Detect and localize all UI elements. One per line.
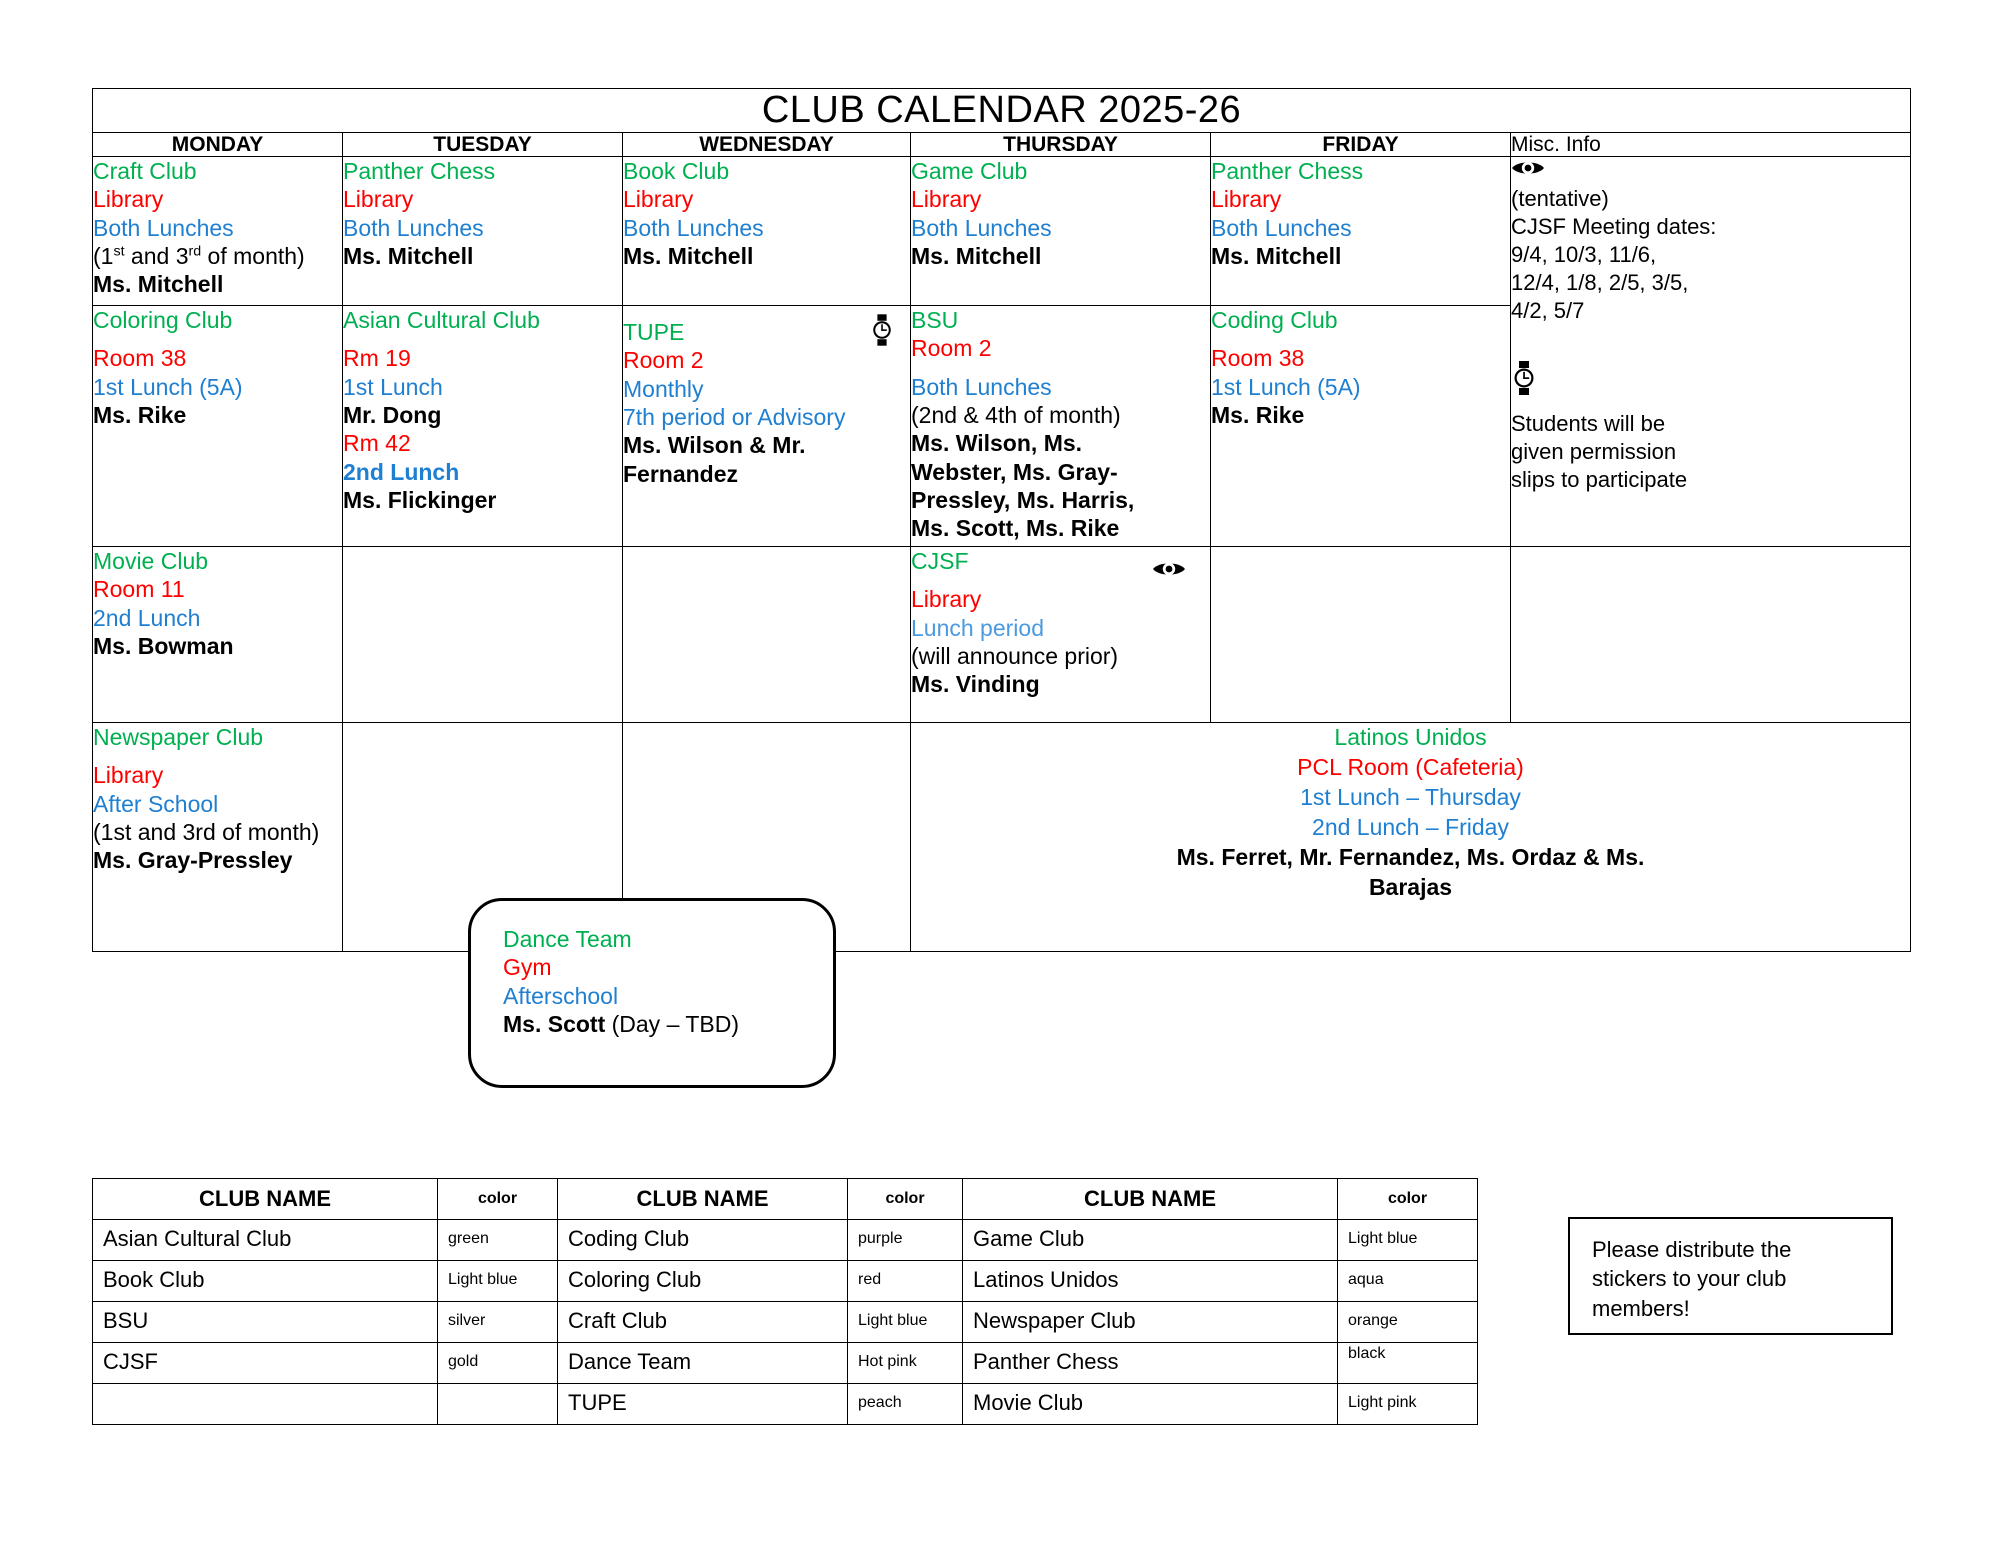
club-name: Panther Chess (343, 158, 496, 185)
club-location: Library (343, 186, 414, 213)
misc-tentative-label: (tentative) (1511, 186, 1609, 212)
club-time-2: 2nd Lunch (343, 458, 460, 485)
legend-club-name: Dance Team (558, 1343, 848, 1384)
legend-club-name: Craft Club (558, 1302, 848, 1343)
club-advisor-line-1: Ms. Ferret, Mr. Fernandez, Ms. Ordaz & Ms. (1176, 843, 1645, 870)
legend-club-color: Light blue (848, 1302, 963, 1343)
cell-thursday-bsu (911, 306, 1211, 547)
club-advisor: Ms. Mitchell (623, 242, 754, 269)
club-name: CJSF (911, 548, 969, 575)
cell-monday-craft-club (93, 157, 343, 306)
legend-club-name: TUPE (558, 1384, 848, 1425)
legend-row (93, 1261, 1478, 1302)
legend-club-color: silver (438, 1302, 558, 1343)
cell-friday-coding-club (1211, 306, 1511, 547)
cell-tuesday-panther-chess (343, 157, 623, 306)
club-time: Afterschool (503, 982, 619, 1009)
club-advisor-line-2: Fernandez (623, 460, 739, 487)
legend-club-color: red (848, 1261, 963, 1302)
dance-team-callout (468, 898, 836, 1088)
page-title: CLUB CALENDAR 2025-26 (93, 89, 1911, 133)
cell-wednesday-empty-row3 (623, 547, 911, 723)
misc-cjsf-dates-line-3: 4/2, 5/7 (1511, 297, 1585, 323)
club-advisor: Mr. Dong (343, 401, 442, 428)
club-note: (2nd & 4th of month) (911, 401, 1121, 428)
legend-club-color: orange (1338, 1302, 1478, 1343)
club-time: Both Lunches (623, 214, 764, 241)
watch-icon (870, 314, 894, 352)
club-advisor: Ms. Gray-Pressley (93, 847, 293, 874)
legend-header-club-name-2: CLUB NAME (558, 1179, 848, 1220)
legend-club-name: Latinos Unidos (963, 1261, 1338, 1302)
club-location: Room 2 (911, 335, 992, 362)
legend-header-color-2: color (848, 1179, 963, 1220)
legend-club-color: aqua (1338, 1261, 1478, 1302)
club-location: Library (911, 186, 982, 213)
cell-thursday-cjsf (911, 547, 1211, 723)
club-advisor: Ms. Scott (503, 1010, 606, 1037)
misc-spacer (1511, 325, 1910, 361)
legend-club-color: gold (438, 1343, 558, 1384)
club-time: Lunch period (911, 614, 1044, 641)
club-advisor-note: (Day – TBD) (605, 1010, 740, 1037)
club-name: Game Club (911, 158, 1028, 185)
cell-misc-info (1511, 157, 1911, 547)
cell-monday-coloring-club (93, 306, 343, 547)
legend-header-club-name-1: CLUB NAME (93, 1179, 438, 1220)
club-advisor: Ms. Mitchell (93, 271, 224, 298)
club-name: Panther Chess (1211, 158, 1364, 185)
cell-friday-empty-row3 (1211, 547, 1511, 723)
club-location: Room 2 (623, 347, 704, 374)
eye-icon (1511, 157, 1910, 185)
legend-header-color-3: color (1338, 1179, 1478, 1220)
club-location: Library (93, 186, 164, 213)
misc-cjsf-label: CJSF Meeting dates: (1511, 213, 1717, 239)
calendar-table (92, 88, 1911, 952)
club-advisor-line-2: Barajas (1368, 873, 1453, 900)
club-time: 2nd Lunch (93, 604, 201, 631)
club-location: Library (911, 586, 982, 613)
club-name: TUPE (623, 319, 685, 346)
club-advisor: Ms. Vinding (911, 671, 1040, 698)
club-name: Latinos Unidos (1334, 724, 1487, 751)
club-note: (1st and 3rd of month) (93, 818, 320, 845)
club-advisor: Ms. Rike (1211, 401, 1305, 428)
club-location: Room 11 (93, 576, 185, 603)
club-note: (1st and 3rd of month) (93, 242, 305, 269)
club-name: Movie Club (93, 548, 209, 575)
legend-club-name: Coding Club (558, 1220, 848, 1261)
legend-row (93, 1220, 1478, 1261)
club-name: Craft Club (93, 158, 197, 185)
calendar-header-row (93, 133, 1911, 157)
club-time: Both Lunches (911, 214, 1052, 241)
cell-friday-panther-chess (1211, 157, 1511, 306)
legend-row (93, 1384, 1478, 1425)
club-location: PCL Room (Cafeteria) (1297, 753, 1524, 780)
cell-misc-empty-row3 (1511, 547, 1911, 723)
club-name: Coding Club (1211, 307, 1338, 334)
misc-permission-line-1: Students will be (1511, 410, 1666, 436)
watch-icon (1511, 361, 1910, 402)
club-name: Book Club (623, 158, 730, 185)
club-location: Library (93, 762, 164, 789)
club-advisor: Ms. Mitchell (911, 242, 1042, 269)
club-advisor: Ms. Mitchell (343, 242, 474, 269)
cell-monday-newspaper-club (93, 723, 343, 952)
legend-row (93, 1302, 1478, 1343)
column-header-tuesday: TUESDAY (343, 133, 623, 157)
cell-thursday-game-club (911, 157, 1211, 306)
misc-spacer-2 (1511, 402, 1910, 410)
club-advisor-line-1: Ms. Wilson, Ms. (911, 430, 1083, 457)
calendar-title-row (93, 89, 1911, 133)
cell-monday-movie-club (93, 547, 343, 723)
cell-wednesday-book-club (623, 157, 911, 306)
legend-club-color: peach (848, 1384, 963, 1425)
club-advisor-2: Ms. Flickinger (343, 486, 497, 513)
misc-cjsf-dates-line-1: 9/4, 10/3, 11/6, (1511, 241, 1657, 267)
club-name: Asian Cultural Club (343, 307, 540, 334)
club-name: Dance Team (503, 926, 632, 952)
legend-club-name: Book Club (93, 1261, 438, 1302)
club-advisor-line (503, 1010, 833, 1038)
club-advisor: Ms. Rike (93, 401, 187, 428)
calendar-row-1 (93, 157, 1911, 306)
club-time: 1st Lunch (343, 373, 443, 400)
club-time: Both Lunches (343, 214, 484, 241)
legend-club-name: Coloring Club (558, 1261, 848, 1302)
legend-club-name: CJSF (93, 1343, 438, 1384)
column-header-thursday: THURSDAY (911, 133, 1211, 157)
club-time: Monthly (623, 375, 704, 402)
club-time-2: 2nd Lunch – Friday (1312, 813, 1509, 840)
legend-club-name (93, 1384, 438, 1425)
club-time: Both Lunches (1211, 214, 1352, 241)
legend-club-name: Panther Chess (963, 1343, 1338, 1384)
club-name: BSU (911, 307, 959, 334)
legend-club-color: Light blue (1338, 1220, 1478, 1261)
sticker-note-line-2: stickers to your club (1592, 1266, 1787, 1292)
club-time-1: 1st Lunch – Thursday (1300, 783, 1521, 810)
legend-club-color: Hot pink (848, 1343, 963, 1384)
club-time-2: 7th period or Advisory (623, 403, 846, 430)
misc-cjsf-dates-line-2: 12/4, 1/8, 2/5, 3/5, (1511, 269, 1689, 295)
legend-club-color (438, 1384, 558, 1425)
club-advisor-line-1: Ms. Wilson & Mr. (623, 432, 806, 459)
club-location: Gym (503, 954, 552, 981)
calendar-row-3 (93, 547, 1911, 723)
legend-club-name: Movie Club (963, 1384, 1338, 1425)
column-header-monday: MONDAY (93, 133, 343, 157)
club-time: 1st Lunch (5A) (93, 373, 243, 400)
legend-header-row (93, 1179, 1478, 1220)
misc-permission-line-2: given permission (1511, 438, 1677, 464)
cell-wednesday-tupe (623, 306, 911, 547)
club-name: Coloring Club (93, 307, 233, 334)
club-advisor: Ms. Mitchell (1211, 242, 1342, 269)
club-note: (will announce prior) (911, 642, 1119, 669)
legend-club-name: Newspaper Club (963, 1302, 1338, 1343)
sticker-note-line-1: Please distribute the (1592, 1237, 1792, 1262)
legend-club-name: BSU (93, 1302, 438, 1343)
legend-club-color: black (1338, 1343, 1478, 1384)
calendar-row-4 (93, 723, 1911, 952)
club-name: Newspaper Club (93, 724, 264, 751)
column-header-friday: FRIDAY (1211, 133, 1511, 157)
legend-club-color: green (438, 1220, 558, 1261)
cell-latinos-unidos (911, 723, 1911, 952)
legend-row (93, 1343, 1478, 1384)
club-location: Room 38 (93, 345, 187, 372)
cell-tuesday-empty-row3 (343, 547, 623, 723)
club-color-legend-table (92, 1178, 1478, 1425)
club-location-2: Rm 42 (343, 430, 411, 457)
legend-club-name: Asian Cultural Club (93, 1220, 438, 1261)
legend-club-color: purple (848, 1220, 963, 1261)
sticker-distribution-note (1568, 1217, 1893, 1335)
sticker-note-line-3: members! (1592, 1295, 1690, 1321)
legend-club-name: Game Club (963, 1220, 1338, 1261)
misc-permission-line-3: slips to participate (1511, 466, 1688, 492)
club-advisor-line-3: Pressley, Ms. Harris, (911, 486, 1135, 513)
legend-club-color: Light blue (438, 1261, 558, 1302)
club-time: Both Lunches (93, 214, 234, 241)
club-location: Library (623, 186, 694, 213)
column-header-wednesday: WEDNESDAY (623, 133, 911, 157)
club-advisor: Ms. Bowman (93, 632, 234, 659)
club-location: Rm 19 (343, 345, 411, 372)
legend-header-club-name-3: CLUB NAME (963, 1179, 1338, 1220)
club-location: Room 38 (1211, 345, 1305, 372)
column-header-misc-info: Misc. Info (1511, 133, 1911, 157)
legend-club-color: Light pink (1338, 1384, 1478, 1425)
club-time: 1st Lunch (5A) (1211, 373, 1361, 400)
cell-tuesday-asian-cultural-club (343, 306, 623, 547)
legend-header-color-1: color (438, 1179, 558, 1220)
club-location: Library (1211, 186, 1282, 213)
club-advisor-line-2: Webster, Ms. Gray- (911, 458, 1118, 485)
club-time: Both Lunches (911, 373, 1052, 400)
eye-icon (1152, 557, 1186, 585)
club-time: After School (93, 790, 219, 817)
club-advisor-line-4: Ms. Scott, Ms. Rike (911, 515, 1120, 542)
